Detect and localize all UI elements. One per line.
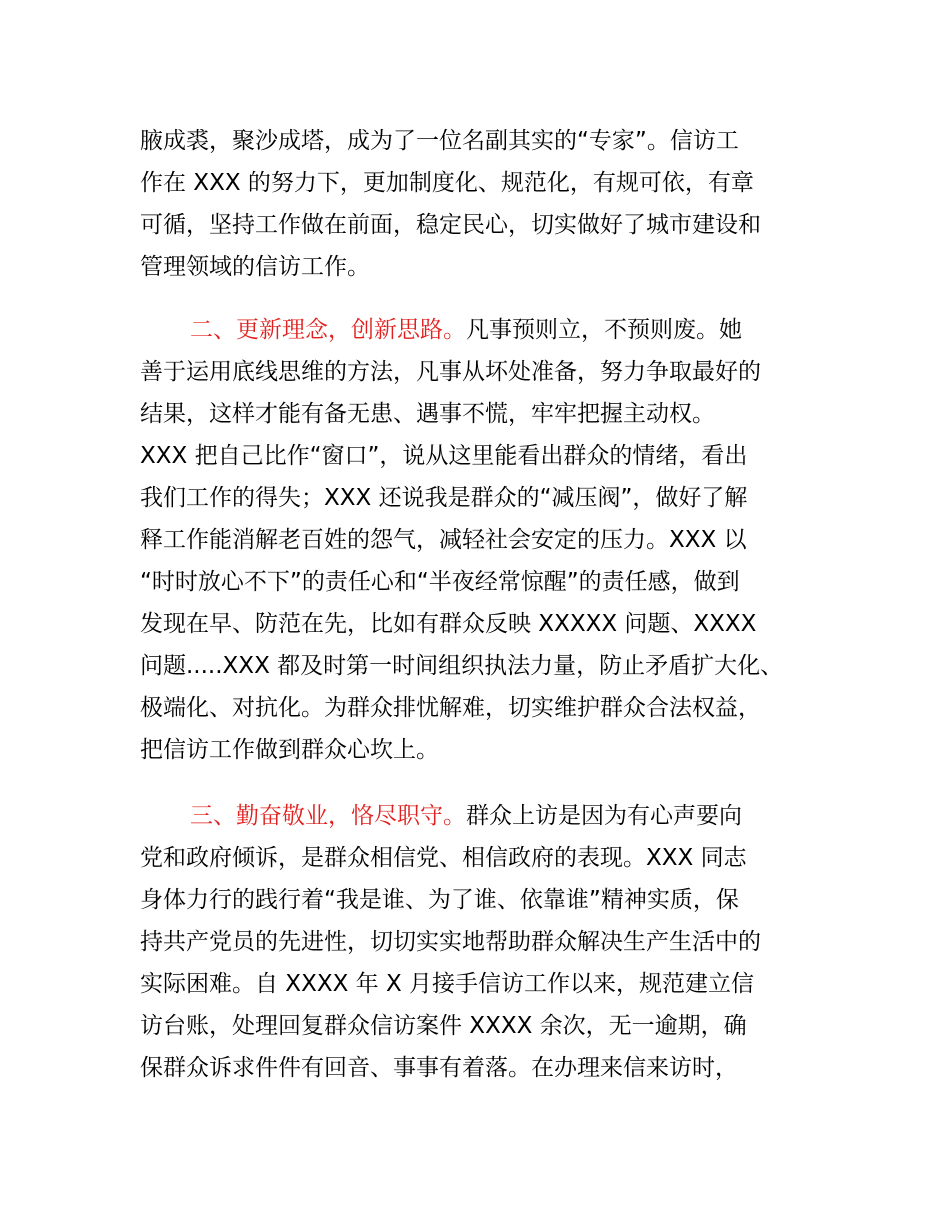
paragraph-3-first-line-text: 群众上访是因为有心声要向 xyxy=(466,803,742,829)
paragraph-2-first-line xyxy=(140,309,830,351)
paragraph-3-line-5: 实际困难。自 XXXX 年 X 月接手信访工作以来，规范建立信 xyxy=(140,971,755,997)
paragraph-2-line-7: “时时放心不下”的责任心和“半夜经常惊醒”的责任感，做到 xyxy=(140,569,740,595)
section-heading-3: 三、勤奋敬业，恪尽职守。 xyxy=(190,803,466,829)
paragraph-2-line-9: 问题.....XXX 都及时第一时间组织执法力量，防止矛盾扩大化、 xyxy=(140,653,784,679)
paragraph-1-line-3: 可循，坚持工作做在前面，稳定民心，切实做好了城市建设和 xyxy=(140,212,761,238)
paragraph-1-line-2: 作在 XXX 的努力下，更加制度化、规范化，有规可依，有章 xyxy=(140,170,754,196)
paragraph-2-line-10: 极端化、对抗化。为群众排忧解难，切实维护群众合法权益， xyxy=(140,695,761,721)
paragraph-2-line-4: XXX 把自己比作“窗口”，说从这里能看出群众的情绪，看出 xyxy=(140,443,748,469)
paragraph-1 xyxy=(140,120,830,288)
paragraph-2-line-8: 发现在早、防范在先，比如有群众反映 XXXXX 问题、XXXX xyxy=(140,611,757,637)
paragraph-3-first-line xyxy=(140,795,830,837)
paragraph-3 xyxy=(140,795,830,1089)
paragraph-3-line-3: 身体力行的践行着“我是谁、为了谁、依靠谁”精神实质，保 xyxy=(140,887,739,913)
paragraph-2-first-line-text: 凡事预则立，不预则废。她 xyxy=(466,317,742,343)
paragraph-2-line-5: 我们工作的得失；XXX 还说我是群众的“减压阀”，做好了解 xyxy=(140,485,748,511)
paragraph-2 xyxy=(140,309,830,771)
paragraph-3-line-4: 持共产党员的先进性，切切实实地帮助群众解决生产生活中的 xyxy=(140,929,761,955)
section-heading-2: 二、更新理念，创新思路。 xyxy=(190,317,466,343)
paragraph-2-line-11: 把信访工作做到群众心坎上。 xyxy=(140,737,439,763)
paragraph-3-line-6: 访台账，处理回复群众信访案件 XXXX 余次，无一逾期，确 xyxy=(140,1013,747,1039)
paragraph-2-line-6: 释工作能消解老百姓的怨气，减轻社会安定的压力。XXX 以 xyxy=(140,527,747,553)
paragraph-1-line-1: 腋成裘，聚沙成塔，成为了一位名副其实的“专家”。信访工 xyxy=(140,128,739,154)
paragraph-1-line-4: 管理领域的信访工作。 xyxy=(140,254,370,280)
paragraph-2-line-3: 结果，这样才能有备无患、遇事不慌，牢牢把握主动权。 xyxy=(140,401,715,427)
paragraph-3-line-7: 保群众诉求件件有回音、事事有着落。在办理来信来访时， xyxy=(140,1055,738,1081)
paragraph-3-line-2: 党和政府倾诉，是群众相信党、相信政府的表现。XXX 同志 xyxy=(140,845,747,871)
paragraph-2-line-2: 善于运用底线思维的方法，凡事从坏处准备，努力争取最好的 xyxy=(140,359,761,385)
